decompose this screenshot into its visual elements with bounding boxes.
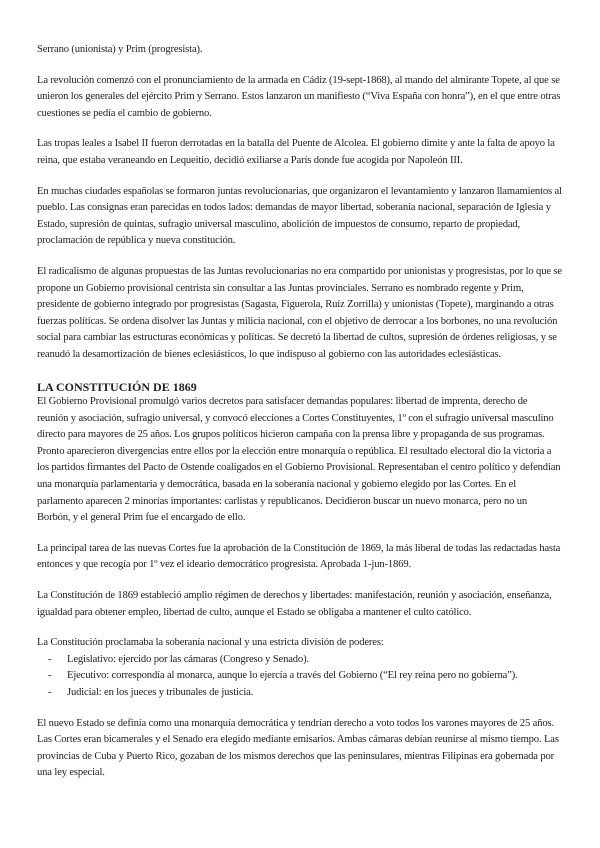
paragraph — [37, 716, 600, 782]
text-line: En muchas ciudades españolas se formaron juntas revolucionarias, que organizaron el levantamiento y lanzaron llamamientos al — [37, 185, 562, 197]
text-line: directo para mayores de 25 años. Los grupos políticos hicieron campaña con la prensa libre y propaganda de sus programas. — [37, 429, 545, 441]
paragraph — [37, 541, 600, 574]
text-line: proclamación de república y nueva constitución. — [37, 235, 236, 247]
text-line: reina, que estaba veraneando en Lequeitio, decidió exiliarse a París donde fue acogida por Napoleón III. — [37, 154, 463, 166]
text-line: cuestiones se pedía el cambio de gobierno. — [37, 107, 212, 119]
text-line: Las Cortes eran bicamerales y el Senado era elegido mediante emisarios. Ambas cámaras debían reunirse al mismo tiempo. Las — [37, 734, 559, 746]
text-line: igualdad para obtener empleo, libertad de culto, aunque el Estado se obligaba a mantener el culto católico. — [37, 606, 472, 618]
list-item — [37, 685, 600, 702]
text-line: El radicalismo de algunas propuestas de las Juntas revolucionarias no era compartido por unionistas y progresistas, por lo que se — [37, 265, 562, 277]
bullet-dash: - — [48, 653, 52, 665]
list-item-text: Legislativo: ejercido por las cámaras (Congreso y Senado). — [67, 653, 309, 665]
text-line: Borbón, y el general Prim fue el encargado de ello. — [37, 512, 246, 524]
paragraph — [37, 588, 600, 621]
text-line: Pronto aparecieron divergencias entre ellos por la elección entre monarquía o república. El resultado electoral dio la victoria a — [37, 445, 552, 457]
paragraph — [37, 635, 600, 652]
text-line: parlamento aparecen 2 minorías importantes: carlistas y republicanos. Decidieron buscar un nuevo monarca, pero no un — [37, 495, 528, 507]
text-line: La Constitución de 1869 estableció amplio régimen de derechos y libertades: manifestación, reunión y asociación, enseñanza, — [37, 590, 552, 602]
text-line: fuerzas políticas. Se ordena disolver las Juntas y milicia nacional, con el objetivo de derrocar a los borbones, no una revolución — [37, 315, 558, 327]
paragraph — [37, 42, 600, 59]
text-line: La Constitución proclamaba la soberanía nacional y una estricta división de poderes: — [37, 637, 384, 649]
bullet-dash: - — [48, 670, 52, 682]
text-line: Las tropas leales a Isabel II fueron derrotadas en la batalla del Puente de Alcolea. El gobierno dimite y ante la falta de apoyo la — [37, 138, 555, 150]
text-line: unieron los generales del ejército Prim y Serrano. Estos lanzaron un manifiesto (“Viva España con honra”), en el que entre otras — [37, 91, 561, 103]
text-line: pueblo. Las consignas eran parecidas en todos lados: demandas de mayor libertad, soberanía nacional, separación de Iglesia y — [37, 202, 551, 214]
text-line: una ley especial. — [37, 767, 105, 779]
bullet-dash: - — [48, 687, 52, 698]
text-line: Serrano (unionista) y Prim (progresista). — [37, 44, 203, 55]
text-line: reanudó la desamortización de bienes eclesiásticos, lo que indispuso al gobierno con las autoridades eclesiásticas. — [37, 348, 502, 360]
text-line: La principal tarea de las nuevas Cortes fue la aprobación de la Constitución de 1869, la más liberal de todas las redactadas hasta — [37, 542, 561, 554]
text-line: propone un Gobierno provisional centrista sin consultar a las Juntas provinciales. Serrano es nombrado regente y Prim, — [37, 282, 524, 294]
powers-list — [37, 652, 600, 702]
paragraph — [37, 264, 600, 364]
text-line: presidente de gobierno integrado por progresistas (Sagasta, Figuerola, Ruíz Zorrilla) y unionistas (Topete), marginando a otras — [37, 299, 554, 311]
text-line: El Gobierno Provisional promulgó varios decretos para satisfacer demandas populares: libertad de imprenta, derecho de — [37, 396, 528, 408]
text-line: La revolución comenzó con el pronunciamiento de la armada en Cádiz (19-sept-1868), al mando del almirante Topete, al que se — [37, 74, 560, 86]
text-line: provincias de Cuba y Puerto Rico, gozaban de los mismos derechos que las peninsulares, mientras Filipinas era gobernada por — [37, 750, 554, 762]
text-line: El nuevo Estado se definía como una monarquía democrática y tendrían derecho a voto todos los varones mayores de 25 años. — [37, 717, 554, 729]
text-line: los partidos firmantes del Pacto de Ostende coaligados en el Gobierno Provisional. Representaban el centro político y defendían — [37, 462, 561, 474]
list-item-text: Judicial: en los jueces y tribunales de justicia. — [67, 687, 254, 698]
text-line: reunión y asociación, sufragio universal, y convocó elecciones a Cortes Constituyentes, 1º con el sufragio universal masculino — [37, 412, 554, 424]
section-heading: LA CONSTITUCIÓN DE 1869 — [37, 379, 197, 394]
text-line: social para cambiar las estructuras económicas y políticas. Se decretó la libertad de cultos, supresión de órdenes religiosas, y se — [37, 332, 557, 344]
list-item — [37, 668, 600, 685]
list-item — [37, 652, 600, 669]
text-line: entonces y que recogía por 1º vez el ideario democrático progresista. Aprobada 1-jun-1869. — [37, 559, 411, 571]
paragraph — [37, 184, 600, 250]
paragraph — [37, 136, 600, 169]
paragraph — [37, 394, 600, 527]
text-line: Estado, supresión de quintas, sufragio universal masculino, abolición de impuestos de consumo, reparto de propiedad, — [37, 218, 521, 230]
paragraph — [37, 73, 600, 123]
text-line: una monarquía parlamentaria y democrática, basada en la soberanía nacional y gobierno elegido por las Cortes. En el — [37, 479, 516, 491]
list-item-text: Ejecutivo: correspondía al monarca, aunque lo ejercía a través del Gobierno (“El rey reina pero no gobierna”). — [67, 670, 518, 682]
